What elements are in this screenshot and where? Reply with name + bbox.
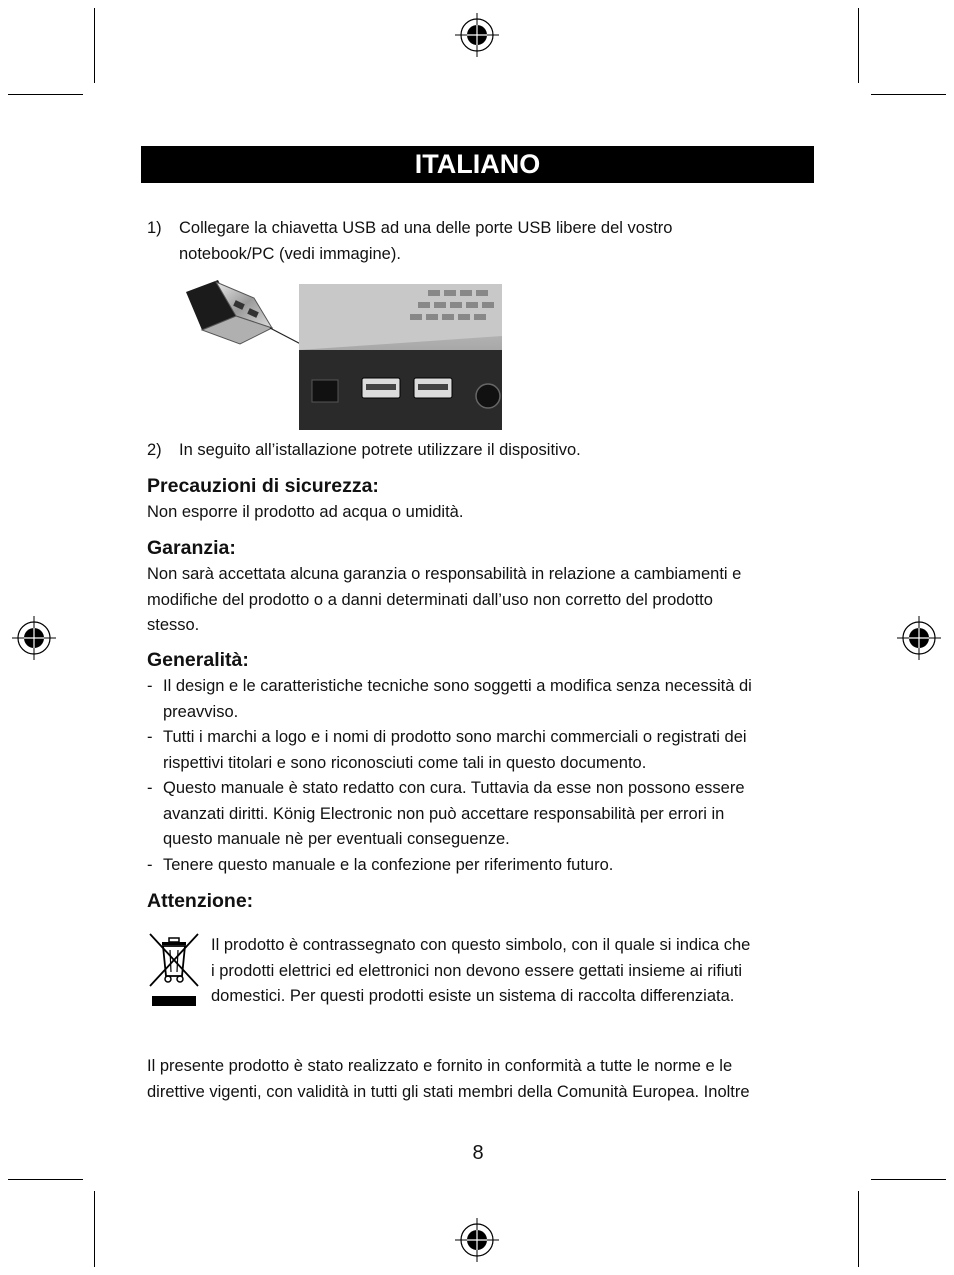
warranty-text: Non sarà accettata alcuna garanzia o responsabilità in relazione a cambiamenti e modifiche del prodotto o a danni determinati dall’uso non corretto del prodotto stesso. [147, 565, 742, 635]
section-heading-warranty: Garanzia: [147, 537, 236, 559]
crop-mark [8, 1179, 83, 1180]
laptop-ports-photo [299, 284, 502, 430]
step-number: 1) [147, 219, 162, 237]
bullet-dash: - [147, 677, 153, 695]
section-heading-general: Generalità: [147, 649, 249, 671]
attention-text: Il prodotto è contrassegnato con questo simbolo, con il quale si indica che i prodotti elettrici ed elettronici non devono essere gettati insieme ai rifiuti domestici. Per questi prodotti esiste un sistema di raccolta differenziata. [211, 936, 751, 1006]
usb-dongle-illustration [178, 276, 504, 432]
registration-mark-icon [897, 616, 941, 660]
crop-mark [858, 8, 859, 83]
section-heading-safety: Precauzioni di sicurezza: [147, 475, 379, 497]
crop-mark [858, 1191, 859, 1267]
crop-mark [871, 94, 946, 95]
step-number: 2) [147, 441, 162, 459]
weee-crossed-bin-icon [146, 930, 202, 1010]
list-item: Questo manuale è stato redatto con cura. Tuttavia da esse non possono essere avanzati diritti. König Electronic non può accettare responsabilità per errori in questo manuale nè per eventuali conseguenze. [163, 779, 745, 849]
section-heading-attention: Attenzione: [147, 890, 254, 912]
usb-dongle-icon [186, 280, 272, 344]
list-item: Il design e le caratteristiche tecniche sono soggetti a modifica senza necessità di preavviso. [163, 677, 752, 721]
registration-mark-icon [12, 616, 56, 660]
crop-mark [94, 8, 95, 83]
registration-mark-icon [455, 1218, 499, 1262]
step-text: Collegare la chiavetta USB ad una delle porte USB libere del vostro notebook/PC (vedi immagine). [179, 219, 673, 263]
bullet-dash: - [147, 856, 153, 874]
crop-mark [871, 1179, 946, 1180]
language-header: ITALIANO [141, 146, 814, 183]
page-number: 8 [472, 1142, 484, 1164]
conformity-text: Il presente prodotto è stato realizzato e fornito in conformità a tutte le norme e le direttive vigenti, con validità in tutti gli stati membri della Comunità Europea. Inoltre [147, 1057, 750, 1101]
bullet-dash: - [147, 728, 153, 746]
crop-mark [94, 1191, 95, 1267]
bullet-dash: - [147, 779, 153, 797]
list-item: Tenere questo manuale e la confezione per riferimento futuro. [163, 856, 614, 874]
registration-mark-icon [455, 13, 499, 57]
step-text: In seguito all’istallazione potrete utilizzare il dispositivo. [179, 441, 581, 459]
list-item: Tutti i marchi a logo e i nomi di prodotto sono marchi commerciali o registrati dei rispettivi titolari e sono riconosciuti come tali in questo documento. [163, 728, 747, 772]
crop-mark [8, 94, 83, 95]
safety-text: Non esporre il prodotto ad acqua o umidità. [147, 503, 464, 521]
